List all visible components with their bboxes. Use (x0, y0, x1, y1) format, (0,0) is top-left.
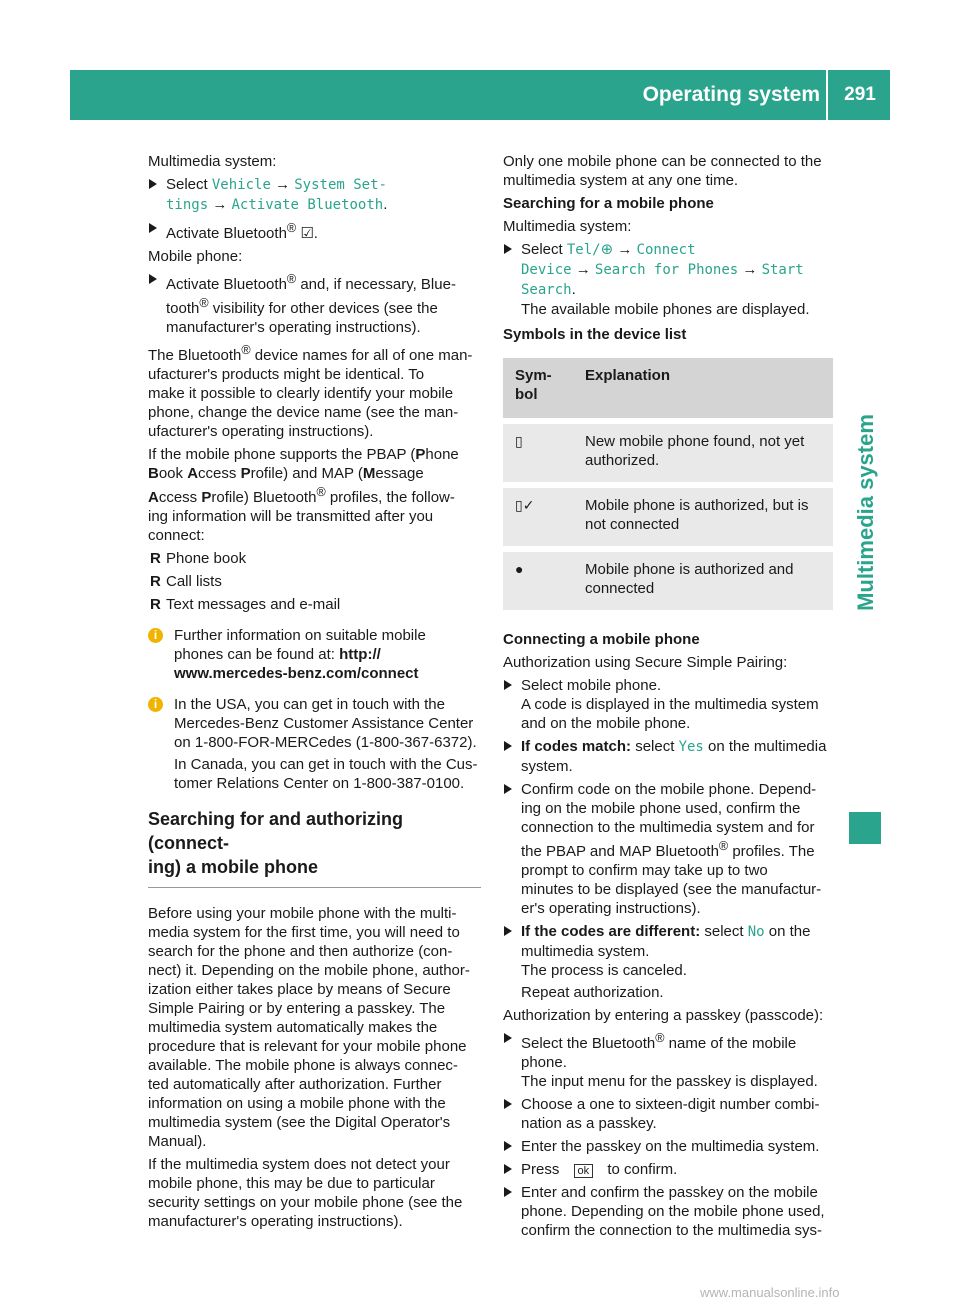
instruction-step: Press ok to confirm. (503, 1160, 835, 1179)
instruction-step: Activate Bluetooth® and, if necessary, Blue- tooth® visibility for other devices (see the manufacturer's operating instructions). (148, 270, 481, 337)
paragraph: The Bluetooth® device names for all of one man- ufacturer's products might be identical. To make it possible to clearly identify your mobile phone, change the device name (see the man- ufacturer's operating instructions). (148, 343, 473, 440)
table-header-cell: Sym- bol (503, 358, 573, 421)
right-column (503, 152, 835, 1244)
info-note: i In the USA, you can get in touch with the Mercedes-Benz Customer Assistance Center on 1-800-FOR-MERCedes (1-800-367-6372). In Canada, you can get in touch with the Cus- tomer Relations Center on 1-800-387-0100. (148, 695, 481, 793)
menu-item-system-settings: System Set‐ (294, 177, 387, 193)
paragraph: Only one mobile phone can be connected to the multimedia system at any one time. (503, 153, 822, 189)
step-arrow-icon (504, 1164, 512, 1174)
list-item: R Call lists (150, 573, 222, 590)
watermark: www.manualsonline.info (700, 1285, 840, 1300)
table-cell: Mobile phone is authorized, but is not connected (573, 485, 833, 549)
paragraph: Mobile phone: (148, 248, 243, 265)
step-arrow-icon (504, 926, 512, 936)
header-title: Operating system (642, 83, 820, 106)
instruction-step: Activate Bluetooth® ☑. (148, 219, 481, 243)
step-arrow-icon (504, 1141, 512, 1151)
subheading: Symbols in the device list (503, 326, 687, 343)
phone-connected-icon: ● (503, 549, 573, 610)
instruction-step: Select Vehicle → System Set‐ tings → Activate Bluetooth. (148, 175, 481, 215)
arrow-right-icon: → (212, 196, 228, 213)
phone-authorized-icon: ▯✓ (503, 485, 573, 549)
instruction-step: If the codes are different: select No on the multimedia system. The process is canceled. Repeat authorization. (503, 922, 835, 1002)
instruction-step: If codes match: select Yes on the multimedia system. (503, 737, 835, 776)
menu-item-start-search: Start (761, 262, 804, 278)
instruction-step: Select mobile phone. A code is displayed in the multimedia system and on the mobile phone. (503, 676, 835, 733)
paragraph: Authorization using Secure Simple Pairing: (503, 654, 788, 671)
table-row (503, 549, 833, 610)
arrow-right-icon: → (617, 241, 633, 258)
page-number: 291 (844, 84, 876, 105)
step-arrow-icon (149, 223, 157, 233)
page-header (70, 70, 890, 120)
instruction-step: Enter the passkey on the multimedia system. (503, 1137, 835, 1156)
paragraph: If the mobile phone supports the PBAP (Phone Book Access Profile) and MAP (Message Access Profile) Bluetooth® profiles, the follow- ing information will be transmitted after you connect: (148, 446, 459, 544)
phone-new-icon: ▯ (503, 421, 573, 485)
arrow-right-icon: → (575, 261, 591, 278)
step-arrow-icon (504, 1033, 512, 1043)
ok-key-icon: ok (574, 1164, 594, 1178)
info-icon: i (148, 697, 163, 712)
instruction-step: Select the Bluetooth® name of the mobile phone. The input menu for the passkey is displayed. (503, 1029, 835, 1091)
divider (148, 887, 481, 888)
globe-icon: ⊕ (600, 241, 614, 258)
paragraph: If the multimedia system does not detect your mobile phone, this may be due to particular security settings on your mobile phone (see the manufacturer's operating instructions). (148, 1156, 463, 1230)
sidebar-label-wrap (845, 365, 885, 660)
link-url[interactable]: www.mercedes-benz.com/connect (174, 665, 419, 682)
instruction-step: Choose a one to sixteen-digit number combi- nation as a passkey. (503, 1095, 835, 1133)
step-arrow-icon (504, 1099, 512, 1109)
step-arrow-icon (504, 1187, 512, 1197)
left-column (148, 152, 481, 1235)
paragraph: Multimedia system: (503, 218, 632, 235)
sidebar-marker (849, 812, 881, 844)
table-header-cell: Explanation (573, 358, 833, 421)
paragraph: Multimedia system: (148, 153, 277, 170)
table-cell: Mobile phone is authorized and connected (573, 549, 833, 610)
bullet-icon: R (150, 596, 161, 613)
instruction-step: Enter and confirm the passkey on the mobile phone. Depending on the mobile phone used, confirm the connection to the multimedia sys- (503, 1183, 835, 1240)
arrow-right-icon: → (742, 261, 758, 278)
subheading: Searching for a mobile phone (503, 195, 714, 212)
table-header-row (503, 358, 833, 421)
table-row (503, 421, 833, 485)
subheading: Connecting a mobile phone (503, 631, 700, 648)
menu-item-vehicle: Vehicle (211, 177, 271, 193)
bullet-icon: R (150, 550, 161, 567)
link-url[interactable]: http:// (339, 646, 381, 663)
section-heading: Searching for and authorizing (connect- ing) a mobile phone (148, 809, 404, 877)
paragraph: Authorization by entering a passkey (passcode): (503, 1007, 824, 1024)
list-item: R Text messages and e-mail (150, 596, 341, 613)
step-arrow-icon (504, 741, 512, 751)
info-icon: i (148, 628, 163, 643)
step-arrow-icon (504, 784, 512, 794)
table-cell: New mobile phone found, not yet authorized. (573, 421, 833, 485)
table-row (503, 485, 833, 549)
info-note: i Further information on suitable mobile phones can be found at: http:// www.mercedes-benz.com/connect (148, 626, 481, 683)
step-arrow-icon (149, 274, 157, 284)
instruction-step: Select Tel/⊕ → Connect Device → Search for Phones → Start Search. The available mobile phones are displayed. (503, 240, 835, 319)
checkbox-checked-icon: ☑ (300, 225, 314, 242)
symbols-table (503, 358, 833, 610)
step-arrow-icon (504, 680, 512, 690)
arrow-right-icon: → (275, 176, 291, 193)
paragraph: Before using your mobile phone with the multi- media system for the first time, you will need to search for the phone and then authorize (con- nect) it. Depending on the mobile phone, author- ization either takes place by means of Secure Simple Pairing or by entering a passkey. The multimedia system automatically makes the procedure that is relevant for your mobile phone available. The mobile phone is always connec- ted automatically after authorization. Further information on using a mobile phone with the multimedia system (see the Digital Operator's Manual). (148, 905, 470, 1150)
menu-item-activate-bluetooth: Activate Bluetooth (231, 197, 384, 213)
header-divider (826, 70, 828, 120)
option-yes: Yes (678, 739, 704, 755)
menu-item-connect-device: Connect (636, 242, 696, 258)
step-arrow-icon (149, 179, 157, 189)
option-no: No (747, 924, 765, 940)
bullet-icon: R (150, 573, 161, 590)
menu-item-tel: Tel/ (566, 242, 601, 258)
sidebar-label: Multimedia system (852, 414, 878, 611)
instruction-step: Confirm code on the mobile phone. Depend- ing on the mobile phone used, confirm the connection to the multimedia system and for the PBAP and MAP Bluetooth® profiles. The prompt to confirm may take up to two minutes to be displayed (see the manufactur- er's operating instructions). (503, 780, 835, 918)
list-item: R Phone book (150, 550, 247, 567)
step-arrow-icon (504, 244, 512, 254)
menu-item-search-for-phones: Search for Phones (594, 262, 739, 278)
